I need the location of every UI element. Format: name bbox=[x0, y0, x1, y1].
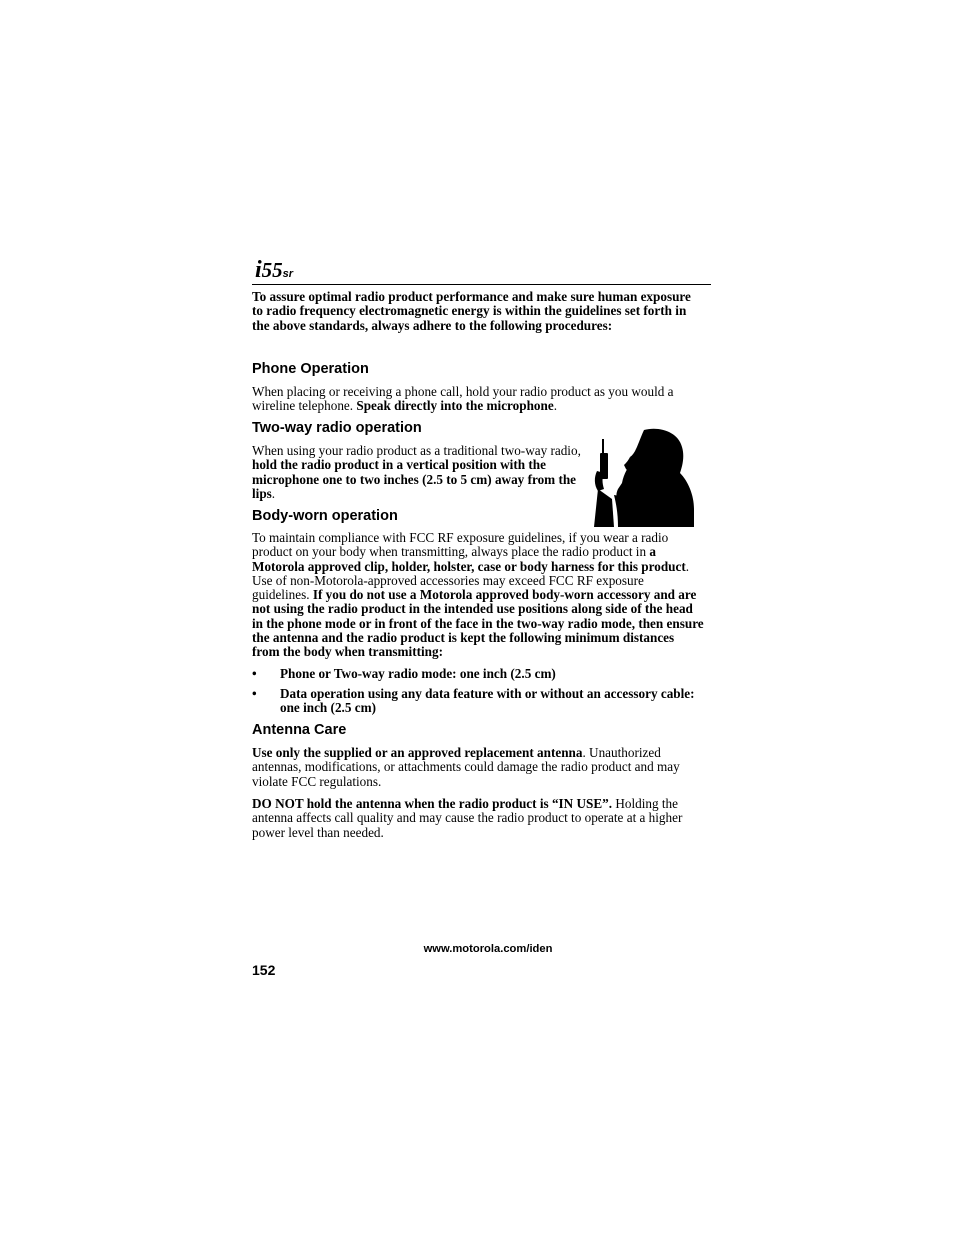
body-worn-bold-1: a Motorola approved clip, holder, holster, case or body harness for this product bbox=[252, 544, 686, 574]
two-way-paragraph bbox=[252, 444, 582, 501]
bullet-text: Data operation using any data feature with or without an accessory cable: one inch (2.5 cm) bbox=[280, 686, 695, 716]
bullet-marker: • bbox=[252, 686, 257, 701]
header-rule bbox=[252, 284, 711, 285]
i55sr-logo bbox=[255, 258, 293, 282]
body-worn-text-2: . Use of non-Motorola-approved accessories may exceed FCC RF exposure guidelines. bbox=[252, 558, 690, 603]
phone-operation-paragraph bbox=[252, 385, 704, 414]
antenna-care-text-1: . Unauthorized antennas, modifications, or attachments could damage the radio product and may violate FCC regulations. bbox=[252, 745, 680, 789]
two-way-text: When using your radio product as a traditional two-way radio, bbox=[252, 443, 581, 458]
two-way-bold: hold the radio product in a vertical position with the microphone one to two inches (2.5 to 5 cm) away from the lips bbox=[252, 457, 577, 501]
intro-paragraph: To assure optimal radio product performance and make sure human exposure to radio frequency electromagnetic energy is within the guidelines set forth in the above standards, always adhere to the following procedures: bbox=[252, 289, 691, 333]
bullet-text: Phone or Two-way radio mode: one inch (2.5 cm) bbox=[280, 666, 556, 681]
body-worn-paragraph bbox=[252, 531, 704, 660]
footer-url: www.motorola.com/iden bbox=[423, 943, 553, 955]
antenna-care-paragraph-1 bbox=[252, 746, 704, 789]
antenna-care-bold-1: Use only the supplied or an approved replacement antenna bbox=[252, 745, 583, 760]
phone-operation-heading: Phone Operation bbox=[252, 361, 369, 377]
two-way-heading: Two-way radio operation bbox=[252, 420, 422, 436]
body-worn-heading: Body-worn operation bbox=[252, 508, 398, 524]
body-worn-text-1: To maintain compliance with FCC RF exposure guidelines, if you wear a radio product on your body when transmitting, always place the radio product in bbox=[252, 530, 669, 560]
phone-operation-end: . bbox=[553, 398, 558, 414]
person-with-radio-icon bbox=[588, 427, 696, 527]
antenna-care-paragraph-2 bbox=[252, 797, 704, 840]
phone-operation-bold: Speak directly into the microphone bbox=[356, 398, 554, 414]
antenna-care-text-2: Holding the antenna affects call quality and may cause the radio product to operate at a higher power level than needed. bbox=[252, 796, 683, 840]
two-way-end: . bbox=[271, 485, 276, 501]
logo-suffix: sr bbox=[282, 268, 294, 280]
bullet-marker: • bbox=[252, 666, 257, 681]
antenna-care-heading: Antenna Care bbox=[252, 722, 347, 738]
logo-number: 55 bbox=[261, 258, 283, 282]
logo-i: i bbox=[255, 257, 262, 283]
antenna-care-bold-2: DO NOT hold the antenna when the radio product is “IN USE”. bbox=[252, 796, 613, 811]
phone-operation-text: When placing or receiving a phone call, hold your radio product as you would a wireline telephone. bbox=[252, 384, 674, 414]
body-worn-bold-2: If you do not use a Motorola approved body-worn accessory and are not using the radio product in the intended use positions along side of the head in the phone mode or in front of the face in the two-way radio mode, then ensure the antenna and the radio product is kept the following minimum distances from the body when transmitting: bbox=[252, 587, 704, 660]
page-number: 152 bbox=[252, 962, 276, 978]
